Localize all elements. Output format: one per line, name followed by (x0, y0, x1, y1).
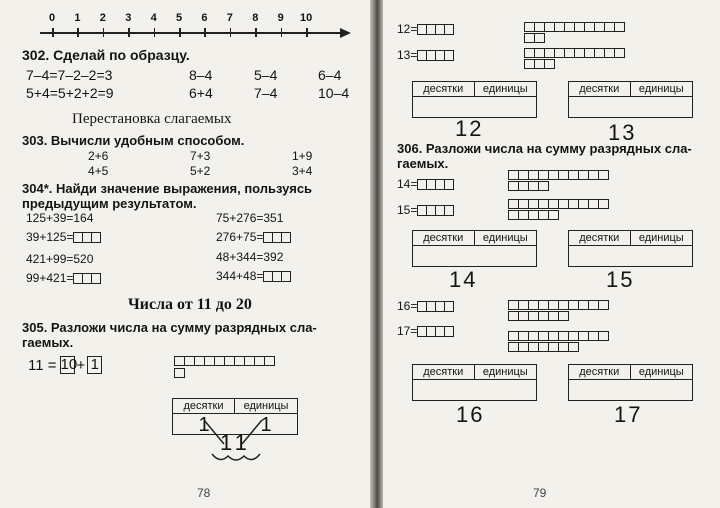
row-14 (397, 177, 453, 191)
ones-value[interactable]: 1 (87, 356, 102, 374)
number-16: 16 (456, 402, 485, 427)
tens-cell[interactable] (569, 97, 631, 117)
ex304-row-a0: 125+39=164 (26, 211, 94, 225)
ex302-col3 (254, 66, 277, 102)
ex302-item: 8–4 (189, 67, 213, 83)
ex305-equation (28, 356, 102, 374)
row-16 (397, 299, 453, 313)
ex306-heading: 306. Разложи числа на сумму разрядных сла- (397, 141, 692, 156)
tens-cell[interactable] (569, 246, 631, 266)
ones-header: единицы (631, 365, 693, 380)
answer-cells[interactable] (73, 232, 100, 243)
ex305-heading-line2: гаемых. (22, 335, 74, 350)
ex303-item: 2+6 (88, 149, 109, 163)
number-line-tick-label: 8 (252, 12, 259, 24)
tens-value: 10 (60, 356, 78, 373)
ex304-row-b1 (216, 230, 290, 244)
tens-strip-15 (508, 199, 608, 209)
number-line-tick-mark (306, 28, 308, 37)
ex305-heading: 305. Разложи числа на сумму разрядных сла- (22, 320, 317, 335)
ex302-item: 10–4 (318, 85, 350, 101)
ex302-item: 7–4=7–2–2=3 (26, 67, 113, 83)
number-line-tick-label: 7 (226, 12, 233, 24)
place-value-table-14 (412, 230, 537, 267)
number-line-tick-mark (230, 28, 232, 37)
ones-cell[interactable] (475, 380, 537, 400)
ones-cell[interactable] (631, 97, 693, 117)
tens-header: десятки (173, 399, 235, 414)
number-line-tick-label: 5 (176, 12, 183, 24)
number-line-tick-mark (179, 28, 181, 37)
number-line-tick-mark (281, 28, 283, 37)
ex303-item: 5+2 (190, 164, 211, 178)
ones-strip-14 (508, 181, 548, 191)
equation-label: 11 = (28, 356, 57, 374)
ex302-item: 7–4 (254, 85, 278, 101)
number-line-tick-mark (52, 28, 54, 37)
ex304-row-b2: 48+344=392 (216, 250, 284, 264)
ex304-heading: 304*. Найди значение выражения, пользуясь (22, 181, 313, 196)
ex303-col1 (88, 149, 108, 179)
ex306-heading-line2: гаемых. (397, 156, 449, 171)
ex304-row-a3 (26, 271, 100, 285)
number-14: 14 (449, 267, 478, 292)
ones-header: единицы (475, 231, 537, 246)
tens-cell[interactable] (413, 380, 475, 400)
ex304-row-b3 (216, 269, 290, 283)
row-label: 13= (397, 48, 418, 62)
number-line-tick-mark (77, 28, 79, 37)
ex302-item: 5+4=5+2+2=9 (26, 85, 114, 101)
tens-strip-13 (524, 48, 624, 58)
expression: 99+421= (26, 271, 74, 285)
row-15 (397, 203, 453, 217)
arrow-right-icon (340, 28, 351, 38)
number-17: 17 (614, 402, 643, 427)
row-label: 17= (397, 324, 418, 338)
ex303-col3 (292, 149, 312, 179)
tens-cell[interactable] (413, 97, 475, 117)
ex303-col2 (190, 149, 210, 179)
number-13: 13 (608, 120, 637, 145)
number-line-tick-label: 0 (49, 12, 56, 24)
tens-header: десятки (569, 231, 631, 246)
row-label: 12= (397, 22, 418, 36)
number-12: 12 (455, 116, 484, 141)
ex302-col2 (189, 66, 213, 102)
row-13 (397, 48, 453, 62)
number-line-tick-label: 10 (300, 12, 313, 24)
number-15: 15 (606, 267, 635, 292)
plus-sign: + (76, 356, 86, 374)
tens-digit: 1 (198, 414, 210, 436)
tens-cells[interactable] (60, 356, 78, 374)
expression: 344+48= (216, 269, 264, 283)
page-number: 79 (533, 486, 547, 500)
place-value-table-12 (412, 81, 537, 118)
ones-cell[interactable] (475, 97, 537, 117)
answer-cells[interactable] (417, 205, 453, 216)
ex303-heading: 303. Вычисли удобным способом. (22, 133, 245, 148)
row-label: 16= (397, 299, 418, 313)
number-line-tick-label: 1 (74, 12, 81, 24)
ones-header: единицы (475, 82, 537, 97)
ex303-item: 1+9 (292, 149, 313, 163)
answer-cells[interactable] (73, 273, 100, 284)
ex304-heading-line2: предыдущим результатом. (22, 196, 197, 211)
tens-header: десятки (569, 365, 631, 380)
answer-cells[interactable] (417, 179, 453, 190)
ex302-col4 (318, 66, 349, 102)
ones-strip-16 (508, 311, 568, 321)
ones-strip-13 (524, 59, 554, 69)
ones-strip-17 (508, 342, 578, 352)
ones-cell[interactable] (631, 380, 693, 400)
row-12 (397, 22, 453, 36)
answer-cells[interactable] (417, 50, 453, 61)
number-line-tick-mark (154, 28, 156, 37)
ones-header: единицы (235, 399, 297, 414)
ones-digit: 1 (260, 414, 272, 436)
number-line-tick-mark (204, 28, 206, 37)
number-line-tick-mark (128, 28, 130, 37)
place-value-table-17 (568, 364, 693, 401)
ones-header: единицы (475, 365, 537, 380)
ex303-item: 3+4 (292, 164, 313, 178)
ones-cell[interactable] (475, 246, 537, 266)
ex302-heading: 302. Сделай по образцу. (22, 47, 190, 63)
ones-strip-12 (524, 33, 544, 43)
tens-strip-12 (524, 22, 624, 32)
ex302-col1 (26, 66, 114, 102)
row-label: 15= (397, 203, 418, 217)
tens-header: десятки (413, 365, 475, 380)
tens-header: десятки (569, 82, 631, 97)
place-value-table-16 (412, 364, 537, 401)
answer-cells[interactable] (263, 271, 290, 282)
tens-strip-14 (508, 170, 608, 180)
ones-header: единицы (631, 231, 693, 246)
ones-header: единицы (631, 82, 693, 97)
expression: 276+75= (216, 230, 264, 244)
place-value-table-13 (568, 81, 693, 118)
ex304-row-a1 (26, 230, 100, 244)
number-line-tick-label: 4 (150, 12, 157, 24)
section-title-permutation: Перестановка слагаемых (72, 111, 232, 127)
number-line-tick-label: 2 (99, 12, 106, 24)
ex304-row-a2: 421+99=520 (26, 252, 94, 266)
number-line-tick-label: 9 (277, 12, 284, 24)
number-line-tick-label: 3 (125, 12, 132, 24)
place-value-table-15 (568, 230, 693, 267)
tens-strip-17 (508, 331, 608, 341)
page-number: 78 (197, 486, 211, 500)
ex302-item: 6+4 (189, 85, 213, 101)
number-line-tick-mark (255, 28, 257, 37)
answer-cells[interactable] (417, 24, 453, 35)
combined-number: 11 (220, 430, 251, 455)
tens-header: десятки (413, 82, 475, 97)
ones-strip-15 (508, 210, 558, 220)
answer-cells[interactable] (263, 232, 290, 243)
row-17 (397, 324, 453, 338)
right-page (383, 0, 720, 508)
ex302-item: 6–4 (318, 67, 342, 83)
section-title-numbers: Числа от 11 до 20 (128, 296, 252, 313)
answer-cells[interactable] (417, 326, 453, 337)
number-line-tick-mark (103, 28, 105, 37)
expression: 39+125= (26, 230, 74, 244)
ex303-item: 7+3 (190, 149, 211, 163)
tens-cell[interactable] (413, 246, 475, 266)
ones-cell[interactable] (631, 246, 693, 266)
ex303-item: 4+5 (88, 164, 109, 178)
tens-header: десятки (413, 231, 475, 246)
tens-strip (174, 356, 274, 366)
ex304-row-b0: 75+276=351 (216, 211, 284, 225)
tens-cell[interactable] (569, 380, 631, 400)
answer-cells[interactable] (417, 301, 453, 312)
number-line-tick-label: 6 (201, 12, 208, 24)
book-gutter (370, 0, 383, 508)
ex302-item: 5–4 (254, 67, 278, 83)
tens-strip-16 (508, 300, 608, 310)
row-label: 14= (397, 177, 418, 191)
ones-strip (174, 368, 184, 378)
